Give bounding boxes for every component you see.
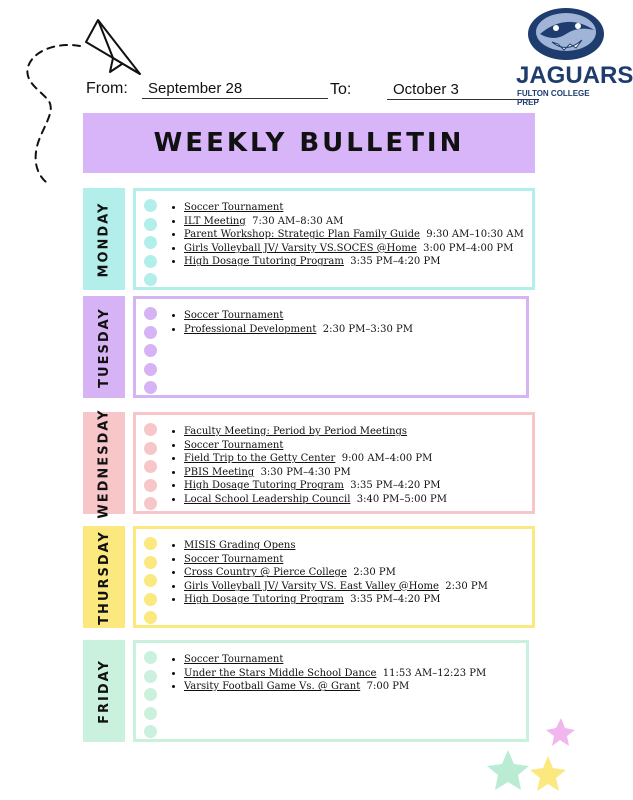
from-label: From: bbox=[86, 80, 128, 97]
event-title-link[interactable]: Girls Volleyball JV/ Varsity VS.SOCES @Home bbox=[184, 242, 417, 254]
event-item bbox=[184, 667, 486, 681]
event-title-link[interactable]: Professional Development bbox=[184, 323, 317, 335]
event-item bbox=[184, 228, 524, 242]
event-time: 3:35 PM–4:20 PM bbox=[350, 256, 441, 268]
event-time: 9:00 AM–4:00 PM bbox=[341, 453, 433, 465]
bullet-dot bbox=[144, 363, 157, 376]
event-item bbox=[184, 309, 413, 323]
bullet-dot bbox=[144, 236, 157, 249]
event-item bbox=[184, 539, 488, 553]
bullet-dot bbox=[144, 497, 157, 510]
bullet-dot bbox=[144, 460, 157, 473]
bullet-dot bbox=[144, 688, 157, 701]
dot-column bbox=[144, 537, 158, 630]
page-title: WEEKLY BULLETIN bbox=[153, 128, 465, 158]
bullet-dot bbox=[144, 442, 157, 455]
event-item bbox=[184, 566, 488, 580]
bullet-dot bbox=[144, 423, 157, 436]
bullet-dot bbox=[144, 344, 157, 357]
event-item bbox=[184, 201, 524, 215]
bullet-dot bbox=[144, 273, 157, 286]
bullet-dot bbox=[144, 255, 157, 268]
event-title-link[interactable]: Soccer Tournament bbox=[184, 202, 284, 213]
event-time: 7:30 AM–8:30 AM bbox=[252, 215, 344, 227]
event-time: 3:35 PM–4:20 PM bbox=[350, 594, 441, 606]
event-title-link[interactable]: Cross Country @ Pierce College bbox=[184, 567, 347, 579]
bullet-dot bbox=[144, 556, 157, 569]
bullet-dot bbox=[144, 707, 157, 720]
day-label: MONDAY bbox=[96, 201, 112, 277]
event-time: 9:30 AM–10:30 AM bbox=[426, 229, 524, 241]
bullet-dot bbox=[144, 574, 157, 587]
day-tab-thursday bbox=[83, 526, 125, 628]
event-title-link[interactable]: Soccer Tournament bbox=[184, 553, 284, 565]
event-title-link[interactable]: Varsity Football Game Vs. @ Grant bbox=[184, 681, 361, 693]
event-item bbox=[184, 493, 447, 507]
day-tab-wednesday bbox=[83, 407, 125, 519]
to-label: To: bbox=[330, 81, 352, 98]
bullet-dot bbox=[144, 725, 157, 738]
logo-subtitle: FULTON COLLEGE PREP bbox=[517, 89, 590, 107]
jaguar-head-icon bbox=[516, 4, 612, 62]
day-box-thursday bbox=[133, 526, 535, 628]
to-date: October 3 bbox=[387, 81, 539, 100]
day-label: THURSDAY bbox=[96, 529, 112, 625]
event-title-link[interactable]: Field Trip to the Getty Center bbox=[184, 453, 336, 465]
logo-wordmark: JAGUARS bbox=[516, 62, 633, 89]
event-title-link[interactable]: ILT Meeting bbox=[184, 215, 246, 227]
event-item bbox=[184, 680, 486, 694]
event-list bbox=[168, 201, 524, 269]
event-item bbox=[184, 242, 524, 256]
event-time: 3:40 PM–5:00 PM bbox=[356, 493, 448, 505]
event-item bbox=[184, 425, 447, 439]
event-title-link[interactable]: Local School Leadership Council bbox=[184, 493, 351, 505]
event-list bbox=[168, 309, 413, 336]
event-title-link[interactable]: PBIS Meeting bbox=[184, 466, 255, 478]
event-item bbox=[184, 323, 413, 337]
event-item bbox=[184, 215, 524, 229]
stars-decoration-icon bbox=[480, 712, 618, 800]
day-label: WEDNESDAY bbox=[96, 407, 112, 519]
event-list bbox=[168, 653, 486, 694]
event-item bbox=[184, 452, 447, 466]
event-title-link[interactable]: Soccer Tournament bbox=[184, 439, 284, 451]
bullet-dot bbox=[144, 307, 157, 320]
event-time: 3:35 PM–4:20 PM bbox=[350, 480, 441, 492]
event-title-link[interactable]: Soccer Tournament bbox=[184, 310, 284, 321]
day-box-monday bbox=[133, 188, 535, 290]
event-time: 11:53 AM–12:23 PM bbox=[382, 667, 487, 679]
day-box-tuesday bbox=[133, 296, 529, 398]
event-time: 3:00 PM–4:00 PM bbox=[423, 242, 514, 254]
dot-column bbox=[144, 651, 158, 744]
event-item bbox=[184, 593, 488, 607]
day-tab-friday bbox=[83, 640, 125, 742]
title-banner bbox=[83, 113, 535, 173]
day-tab-monday bbox=[83, 188, 125, 290]
event-time: 7:00 PM bbox=[366, 681, 410, 693]
dot-column bbox=[144, 307, 158, 400]
event-list bbox=[168, 425, 447, 507]
dot-column bbox=[144, 423, 158, 516]
day-label: TUESDAY bbox=[96, 306, 112, 388]
event-item bbox=[184, 580, 488, 594]
event-item bbox=[184, 255, 524, 269]
event-title-link[interactable]: High Dosage Tutoring Program bbox=[184, 256, 344, 268]
bullet-dot bbox=[144, 218, 157, 231]
day-label: FRIDAY bbox=[96, 658, 112, 724]
day-box-friday bbox=[133, 640, 529, 742]
bullet-dot bbox=[144, 651, 157, 664]
from-date: September 28 bbox=[142, 80, 328, 99]
bullet-dot bbox=[144, 326, 157, 339]
bullet-dot bbox=[144, 611, 157, 624]
bullet-dot bbox=[144, 479, 157, 492]
event-title-link[interactable]: High Dosage Tutoring Program bbox=[184, 594, 344, 606]
event-item bbox=[184, 479, 447, 493]
bullet-dot bbox=[144, 670, 157, 683]
event-item bbox=[184, 439, 447, 453]
bullet-dot bbox=[144, 593, 157, 606]
bullet-dot bbox=[144, 381, 157, 394]
school-logo bbox=[516, 4, 633, 107]
day-tab-tuesday bbox=[83, 296, 125, 398]
event-item bbox=[184, 653, 486, 667]
event-title-link[interactable]: High Dosage Tutoring Program bbox=[184, 480, 344, 492]
event-time: 3:30 PM–4:30 PM bbox=[260, 466, 351, 478]
event-title-link[interactable]: MISIS Grading Opens bbox=[184, 540, 296, 551]
event-title-link[interactable]: Under the Stars Middle School Dance bbox=[184, 667, 377, 679]
bullet-dot bbox=[144, 537, 157, 550]
event-title-link[interactable]: Soccer Tournament bbox=[184, 654, 284, 665]
event-time: 2:30 PM bbox=[353, 567, 396, 579]
event-item bbox=[184, 466, 447, 480]
dot-column bbox=[144, 199, 158, 292]
event-time: 2:30 PM bbox=[445, 580, 488, 592]
event-item bbox=[184, 553, 488, 567]
event-title-link[interactable]: Faculty Meeting: Period by Period Meetings bbox=[184, 426, 408, 437]
event-time: 2:30 PM–3:30 PM bbox=[322, 323, 413, 335]
event-title-link[interactable]: Girls Volleyball JV/ Varsity VS. East Valley @Home bbox=[184, 580, 439, 592]
event-list bbox=[168, 539, 488, 607]
event-title-link[interactable]: Parent Workshop: Strategic Plan Family Guide bbox=[184, 229, 420, 241]
day-box-wednesday bbox=[133, 412, 535, 514]
bullet-dot bbox=[144, 199, 157, 212]
